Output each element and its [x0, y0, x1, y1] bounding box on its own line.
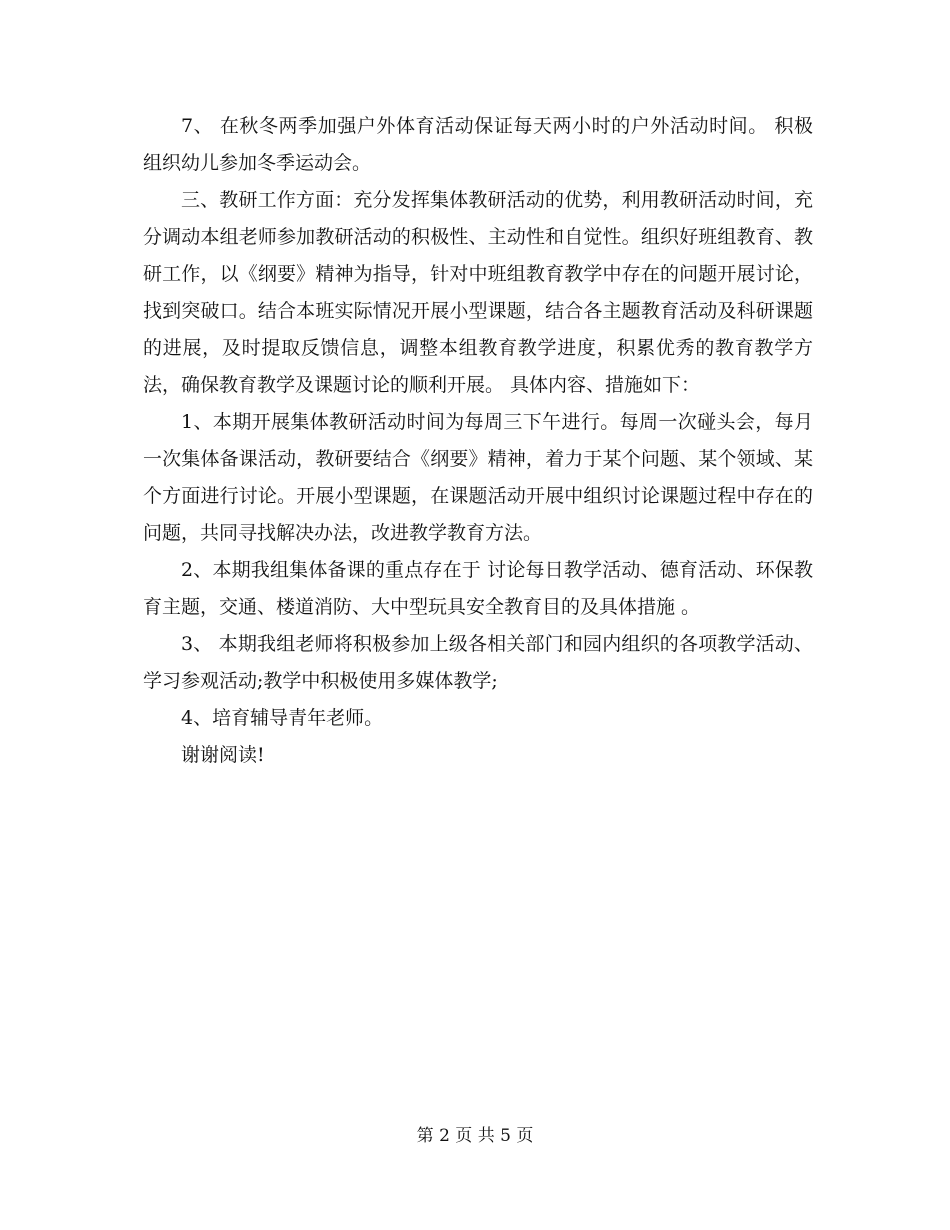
closing-line: 谢谢阅读!: [181, 744, 265, 766]
paragraph-section-three: 三、教研工作方面：充分发挥集体教研活动的优势，利用教研活动时间，充分调动本组老师参加教研活动的积极性、主动性和自觉性。组织好班组教育、教研工作，以《纲要》精神为指导，针对中班组教育教学中存在的问题开展讨论，找到突破口。结合本班实际情况开展小型课题，结合各主题教育活动及科研课题的进展，及时提取反馈信息，调整本组教育教学进度，积累优秀的教育教学方法，确保教育教学及课题讨论的顺利开展。 具体内容、措施如下：: [143, 189, 813, 396]
paragraph-item-7: 7、 在秋冬两季加强户外体育活动保证每天两小时的户外活动时间。 积极组织幼儿参加冬季运动会。: [143, 115, 813, 174]
page-footer: [0, 1124, 950, 1148]
document-body: [143, 108, 813, 774]
page-number: 第 2 页 共 5 页: [416, 1126, 534, 1146]
paragraph-measure-3: 3、 本期我组老师将积极参加上级各相关部门和园内组织的各项教学活动、学习参观活动;教学中积极使用多媒体教学;: [143, 633, 813, 692]
paragraph-measure-2: 2、本期我组集体备课的重点存在于 讨论每日教学活动、德育活动、环保教育主题，交通、楼道消防、大中型玩具安全教育目的及具体措施 。: [143, 559, 813, 618]
paragraph-measure-1: 1、本期开展集体教研活动时间为每周三下午进行。每周一次碰头会，每月一次集体备课活动，教研要结合《纲要》精神，着力于某个问题、某个领域、某个方面进行讨论。开展小型课题，在课题活动开展中组织讨论课题过程中存在的问题，共同寻找解决办法，改进教学教育方法。: [143, 411, 813, 544]
paragraph-measure-4: 4、培育辅导青年老师。: [181, 707, 384, 729]
